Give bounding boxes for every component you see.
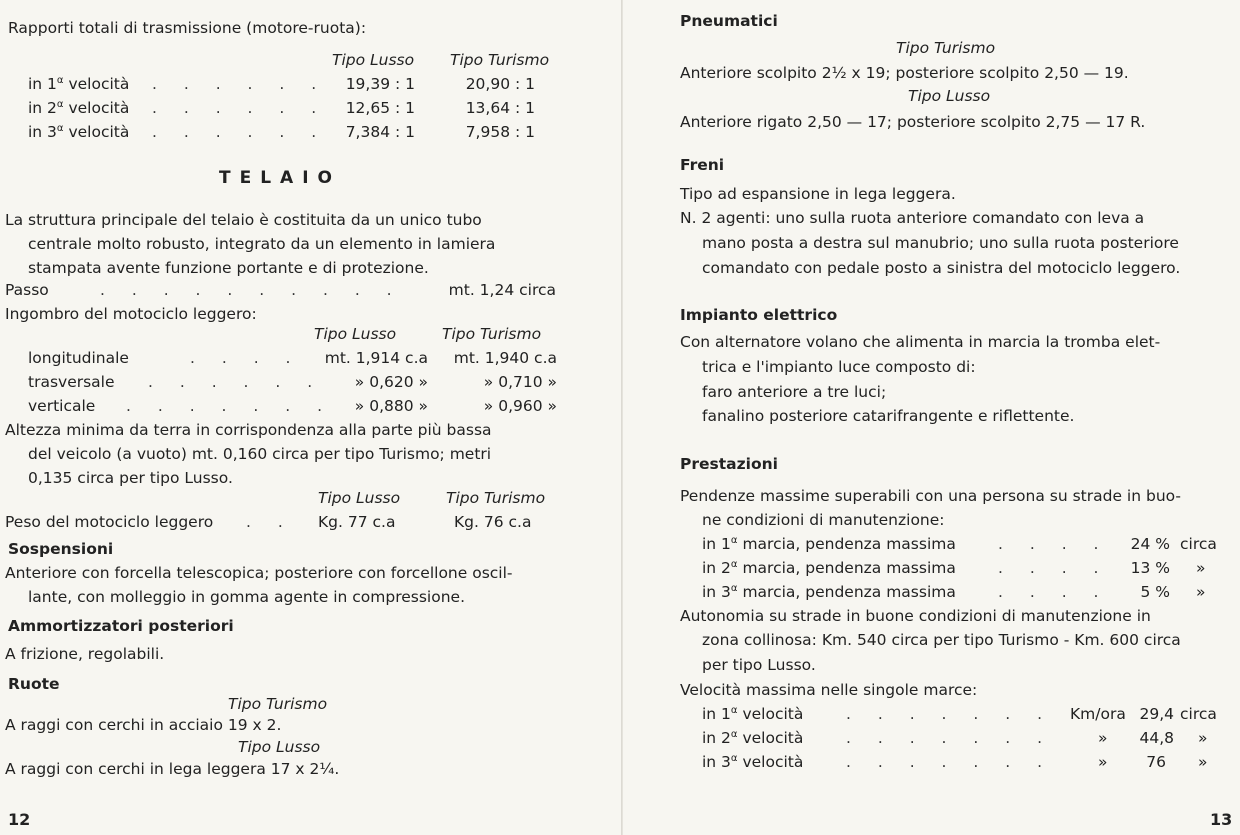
marcia-label-1: in $1^\alpha$ marcia, pendenza massima xyxy=(702,535,956,553)
freni-line-1: Tipo ad espansione in lega leggera. xyxy=(680,185,956,203)
rapporto-turismo-1: 20,90 : 1 xyxy=(465,75,535,93)
ingombro-label-1: longitudinale xyxy=(28,349,129,367)
velocita-value-3: 76 xyxy=(1146,753,1166,771)
velocita-label-2: in $2^\alpha$ velocità xyxy=(702,729,804,747)
marcia-value-3: 5 % xyxy=(1140,583,1170,601)
sospensioni-para-line-1: Anteriore con forcella telescopica; posteriore con forcellone oscil- xyxy=(5,564,513,582)
marcia-dots-2: . . . . xyxy=(998,559,1099,577)
peso-col-turismo: Tipo Turismo xyxy=(446,489,546,507)
col-header-lusso: Tipo Lusso xyxy=(332,51,415,69)
ruote-heading: Ruote xyxy=(8,675,60,693)
velocita-value-1: 29,4 xyxy=(1139,705,1174,723)
ingombro-label-3: verticale xyxy=(28,397,96,415)
passo-value: mt. 1,24 circa xyxy=(448,281,556,299)
marcia-value-2: 13 % xyxy=(1130,559,1170,577)
prestazioni-heading: Prestazioni xyxy=(680,455,778,473)
ruote-lusso-text: A raggi con cerchi in lega leggera 17 x 2¼. xyxy=(5,760,340,778)
page-number-left: 12 xyxy=(8,810,31,829)
ingombro-dots-3: . . . . . . . xyxy=(126,397,323,415)
peso-lusso: Kg. 77 c.a xyxy=(318,513,396,531)
rapporto-dots-1: . . . . . . xyxy=(152,75,317,93)
ingombro-turismo-1: mt. 1,940 c.a xyxy=(453,349,557,367)
autonomia-para-line-3: per tipo Lusso. xyxy=(702,656,816,674)
rapporto-label-2: in $2^\alpha$ velocità xyxy=(28,99,130,117)
pneumatici-heading: Pneumatici xyxy=(680,12,778,30)
ingombro-dots-1: . . . . xyxy=(190,349,291,367)
impianto-heading: Impianto elettrico xyxy=(680,306,838,324)
pneumatici-tipo-lusso: Tipo Lusso xyxy=(908,87,991,105)
sospensioni-para-line-2: lante, con molleggio in gomma agente in compressione. xyxy=(28,588,466,606)
rapporto-label-3: in $3^\alpha$ velocità xyxy=(28,123,130,141)
ingombro-title: Ingombro del motociclo leggero: xyxy=(5,305,257,323)
altezza-para-line-2: del veicolo (a vuoto) mt. 0,160 circa per tipo Turismo; metri xyxy=(28,445,492,463)
velocita-prefix-3: » xyxy=(1098,753,1108,771)
rapporti-title: Rapporti totali di trasmissione (motore-ruota): xyxy=(8,19,367,37)
ingombro-lusso-3: » 0,880 » xyxy=(354,397,428,415)
freni-para-line-1: N. 2 agenti: uno sulla ruota anteriore comandato con leva a xyxy=(680,209,1145,227)
pendenze-para-line-1: Pendenze massime superabili con una persona su strade in buo- xyxy=(680,487,1182,505)
telaio-para-line-2: centrale molto robusto, integrato da un elemento in lamiera xyxy=(28,235,496,253)
pneumatici-lusso-text: Anteriore rigato 2,50 — 17; posteriore scolpito 2,75 — 17 R. xyxy=(680,113,1146,131)
ingombro-col-lusso: Tipo Lusso xyxy=(314,325,397,343)
marcia-unit-1: circa xyxy=(1180,535,1217,553)
pneumatici-turismo-text: Anteriore scolpito 2½ x 19; posteriore scolpito 2,50 — 19. xyxy=(680,64,1129,82)
peso-label: Peso del motociclo leggero xyxy=(5,513,214,531)
velocita-unit-3: » xyxy=(1198,753,1208,771)
velocita-unit-1: circa xyxy=(1180,705,1217,723)
rapporto-dots-2: . . . . . . xyxy=(152,99,317,117)
velocita-label-1: in $1^\alpha$ velocità xyxy=(702,705,804,723)
ingombro-turismo-3: » 0,960 » xyxy=(483,397,557,415)
ammortizzatori-heading: Ammortizzatori posteriori xyxy=(8,617,234,635)
sospensioni-heading: Sospensioni xyxy=(8,540,114,558)
marcia-label-2: in $2^\alpha$ marcia, pendenza massima xyxy=(702,559,956,577)
pneumatici-tipo-turismo: Tipo Turismo xyxy=(896,39,996,57)
velocita-value-2: 44,8 xyxy=(1139,729,1174,747)
passo-dots: . . . . . . . . . . xyxy=(100,281,392,299)
rapporto-lusso-2: 12,65 : 1 xyxy=(345,99,415,117)
ingombro-dots-2: . . . . . . xyxy=(148,373,313,391)
impianto-para-line-2: trica e l'impianto luce composto di: xyxy=(702,358,976,376)
telaio-heading: TELAIO xyxy=(219,168,341,188)
rapporto-turismo-3: 7,958 : 1 xyxy=(465,123,535,141)
marcia-dots-1: . . . . xyxy=(998,535,1099,553)
telaio-para-line-3: stampata avente funzione portante e di protezione. xyxy=(28,259,429,277)
right-page xyxy=(626,0,1240,835)
velocita-unit-2: » xyxy=(1198,729,1208,747)
ruote-tipo-turismo: Tipo Turismo xyxy=(228,695,328,713)
telaio-para-line-1: La struttura principale del telaio è costituita da un unico tubo xyxy=(5,211,482,229)
autonomia-para-line-2: zona collinosa: Km. 540 circa per tipo Turismo - Km. 600 circa xyxy=(702,631,1181,649)
velocita-title: Velocità massima nelle singole marce: xyxy=(680,681,978,699)
ingombro-lusso-2: » 0,620 » xyxy=(354,373,428,391)
altezza-para-line-1: Altezza minima da terra in corrispondenza alla parte più bassa xyxy=(5,421,492,439)
ruote-turismo-text: A raggi con cerchi in acciaio 19 x 2. xyxy=(5,716,282,734)
impianto-para-line-3: faro anteriore a tre luci; xyxy=(702,383,887,401)
rapporto-label-1: in $1^\alpha$ velocità xyxy=(28,75,130,93)
velocita-dots-1: . . . . . . . xyxy=(846,705,1043,723)
autonomia-para-line-1: Autonomia su strade in buone condizioni di manutenzione in xyxy=(680,607,1151,625)
ruote-tipo-lusso: Tipo Lusso xyxy=(238,738,321,756)
freni-para-line-2: mano posta a destra sul manubrio; uno sulla ruota posteriore xyxy=(702,234,1179,252)
velocita-label-3: in $3^\alpha$ velocità xyxy=(702,753,804,771)
rapporto-dots-3: . . . . . . xyxy=(152,123,317,141)
marcia-value-1: 24 % xyxy=(1130,535,1170,553)
velocita-prefix-1: Km/ora xyxy=(1070,705,1126,723)
velocita-prefix-2: » xyxy=(1098,729,1108,747)
passo-label: Passo xyxy=(5,281,49,299)
peso-dots: . . xyxy=(246,513,283,531)
pendenze-para-line-2: ne condizioni di manutenzione: xyxy=(702,511,945,529)
velocita-dots-2: . . . . . . . xyxy=(846,729,1043,747)
freni-para-line-3: comandato con pedale posto a sinistra del motociclo leggero. xyxy=(702,259,1181,277)
velocita-dots-3: . . . . . . . xyxy=(846,753,1043,771)
ingombro-turismo-2: » 0,710 » xyxy=(483,373,557,391)
page-number-right: 13 xyxy=(1210,810,1233,829)
marcia-unit-2: » xyxy=(1196,559,1206,577)
marcia-dots-3: . . . . xyxy=(998,583,1099,601)
peso-turismo: Kg. 76 c.a xyxy=(454,513,532,531)
freni-heading: Freni xyxy=(680,156,725,174)
col-header-turismo: Tipo Turismo xyxy=(450,51,550,69)
page-gutter xyxy=(621,0,623,835)
impianto-para-line-4: fanalino posteriore catarifrangente e riflettente. xyxy=(702,407,1075,425)
marcia-label-3: in $3^\alpha$ marcia, pendenza massima xyxy=(702,583,956,601)
ingombro-label-2: trasversale xyxy=(28,373,115,391)
ingombro-lusso-1: mt. 1,914 c.a xyxy=(324,349,428,367)
marcia-unit-3: » xyxy=(1196,583,1206,601)
rapporto-turismo-2: 13,64 : 1 xyxy=(465,99,535,117)
impianto-para-line-1: Con alternatore volano che alimenta in marcia la tromba elet- xyxy=(680,333,1161,351)
rapporto-lusso-1: 19,39 : 1 xyxy=(345,75,415,93)
peso-col-lusso: Tipo Lusso xyxy=(318,489,401,507)
ingombro-col-turismo: Tipo Turismo xyxy=(442,325,542,343)
altezza-para-line-3: 0,135 circa per tipo Lusso. xyxy=(28,469,233,487)
rapporto-lusso-3: 7,384 : 1 xyxy=(345,123,415,141)
ammortizzatori-text: A frizione, regolabili. xyxy=(5,645,165,663)
